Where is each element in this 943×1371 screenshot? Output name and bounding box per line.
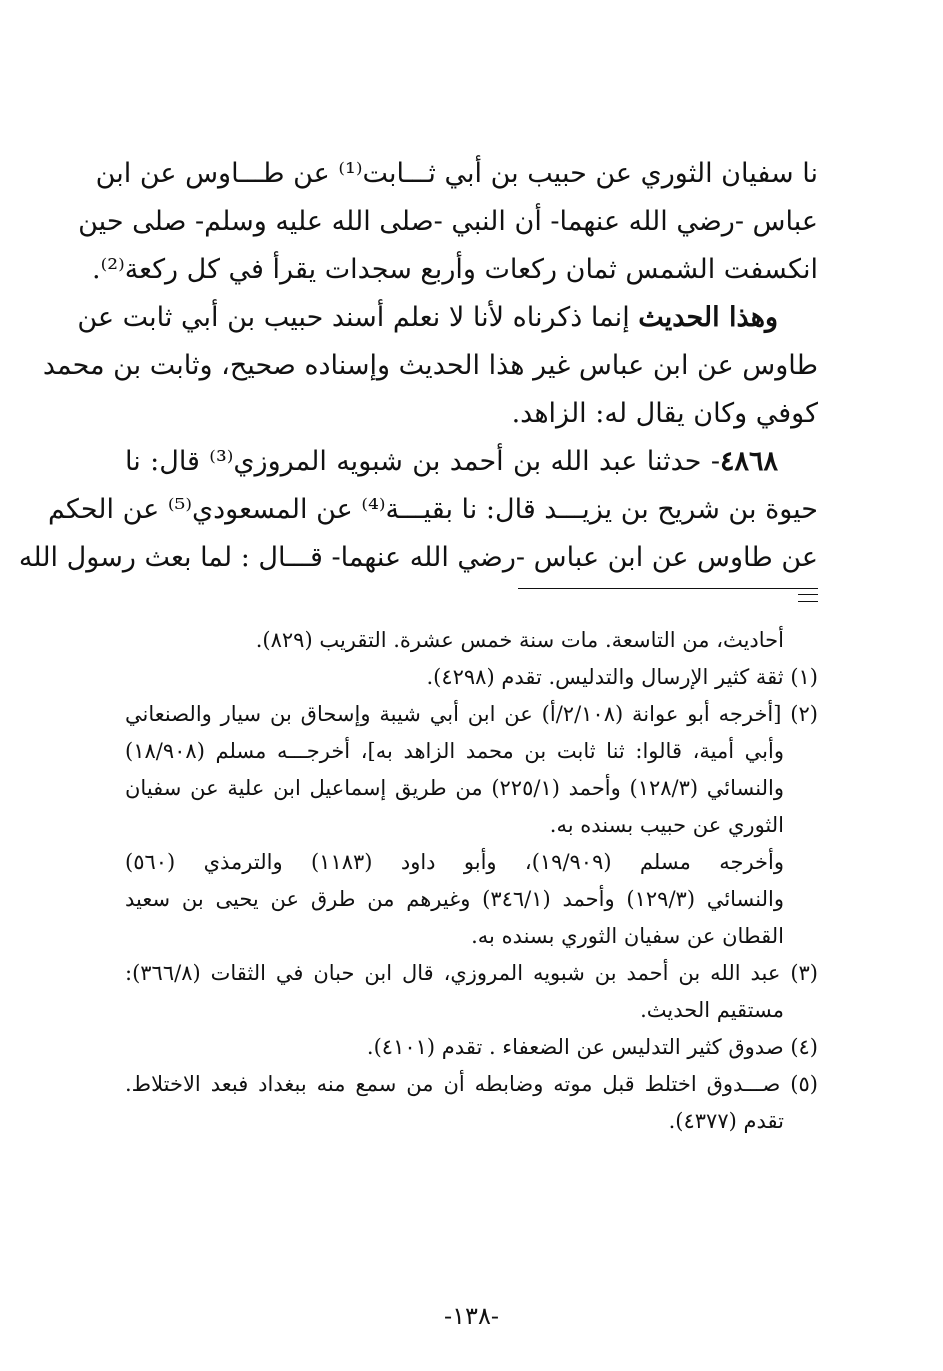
main-text-line: طاوس عن ابن عباس غير هذا الحديث وإسناده صحيح، وثابت بن محمد [42,350,818,381]
separator-rule [518,588,818,589]
main-text-segment: - حدثنا عبد الله بن أحمد بن شبويه المروزي⁽³⁾ قال: نا [125,446,720,477]
footnote-line: أحاديث، من التاسعة. مات سنة خمس عشرة. التقريب (٨٢٩). [255,628,784,652]
footnote-separator [125,582,818,602]
main-text-line: كوفي وكان يقال له: الزاهد. [511,398,818,429]
heading-phrase: وهذا الحديث [638,302,778,333]
hadith-number: ٤٨٦٨ [719,446,778,477]
main-text-line: حيوة بن شريح بن يزيـــد قال: نا بقيـــة⁽⁴⁾ عن المسعودي⁽⁵⁾ عن الحكم [48,494,818,525]
main-text-line: انكسفت الشمس ثمان ركعات وأربع سجدات يقرأ في كل ركعة⁽²⁾. [92,254,818,285]
footnote-line: تقدم (٤٣٧٧). [668,1109,784,1133]
main-text-line: عباس -رضي الله عنهما- أن النبي -صلى الله عليه وسلم- صلى حين [78,206,818,237]
footnote-1: (١) ثقة كثير الإرسال والتدليس. تقدم (٤٢٩٨). [426,665,818,689]
footnote-line: مستقيم الحديث. [640,998,784,1022]
footnote-3: (٣) عبد الله بن أحمد بن شبويه المروزي، قال ابن حبان في الثقات (٣٦٦/٨): [125,961,818,985]
footnote-4: (٤) صدوق كثير التدليس عن الضعفاء . تقدم (٤١٠١). [366,1035,818,1059]
main-text-line [77,294,818,342]
page-content [18,150,818,1140]
footnote-2: (٢) [أخرجه أبو عوانة (٢/١٠٨/أ) عن ابن أبي شيبة وإسحاق بن سيار والصنعاني [125,702,818,726]
footnotes [125,622,818,1140]
footnote-line: والنسائي (١٢٩/٣) وأحمد (٣٤٦/١) وغيرهم من طرق عن يحيى بن سعيد [125,887,785,911]
footnote-line: القطان عن سفيان الثوري بسنده به. [471,924,784,948]
main-text-segment: إنما ذكرناه لأنا لا نعلم أسند حبيب بن أبي ثابت عن [77,302,639,333]
main-text-line: عن طاوس عن ابن عباس -رضي الله عنهما- قـــال : لما بعث رسول الله [18,542,818,573]
footnote-line: الثوري عن حبيب بسنده به. [549,813,784,837]
page-number: -١٣٨- [444,1302,499,1330]
main-text-line: نا سفيان الثوري عن حبيب بن أبي ثـــابت⁽¹⁾ عن طـــاوس عن ابن [95,158,818,189]
footnote-line: وأخرجه مسلم (١٩/٩٠٩)، وأبو داود (١١٨٣) والترمذي (٥٦٠) [125,850,784,874]
footnote-line: والنسائي (١٢٨/٣) وأحمد (٢٢٥/١) من طريق إسماعيل ابن علية عن سفيان [125,776,784,800]
footnote-5: (٥) صـــدوق اختلط قبل موته وضابطه أن من سمع منه ببغداد فبعد الاختلاط. [125,1072,818,1096]
separator-mark [798,594,818,602]
footnote-line: وأبي أمية، قالوا: ثنا ثابت بن محمد الزاهد به]، أخرجـــه مسلم (١٨/٩٠٨) [125,739,784,763]
hadith-line [125,438,818,486]
